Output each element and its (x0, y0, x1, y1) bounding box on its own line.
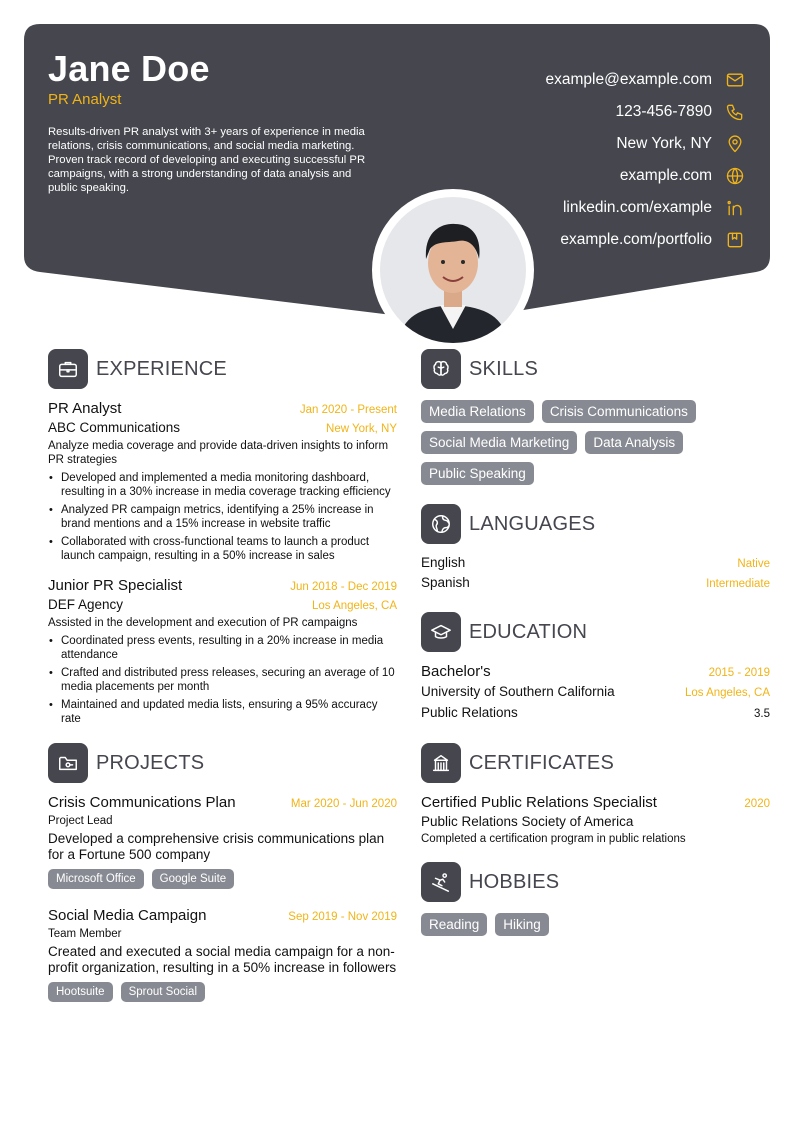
languages-header (421, 503, 770, 545)
project-description: Developed a comprehensive crisis communications plan for a Fortune 500 company (48, 831, 385, 862)
certificates-title: CERTIFICATES (469, 751, 615, 774)
tool-tag: Google Suite (152, 869, 235, 889)
school-name: University of Southern California (421, 684, 615, 699)
achievement-list (48, 471, 397, 563)
achievement-item: • Collaborated with cross-functional teams to launch a product launch campaign, resulting in a 50% increase in sales (48, 535, 397, 563)
company-name: DEF Agency (48, 597, 124, 612)
tool-tag: Microsoft Office (48, 869, 144, 889)
profile-summary: Results-driven PR analyst with 3+ years of experience in media relations, crisis communications, and social media marketing. Proven track record of developing and executing successful PR campaigns, with a strong understanding of data analysis and public speaking. (48, 126, 366, 194)
candidate-name: Jane Doe (48, 48, 210, 89)
brain-icon (421, 349, 461, 389)
certificate-building-icon (421, 743, 461, 783)
globe-icon (421, 504, 461, 544)
job-date: Jan 2020 - Present (299, 404, 397, 416)
skill-tag: Social Media Marketing (421, 431, 577, 454)
skiing-icon (421, 862, 461, 902)
achievement-item: • Developed and implemented a media monitoring dashboard, resulting in a 30% increase in media coverage tracking efficiency (48, 471, 397, 499)
project-date: Mar 2020 - Jun 2020 (290, 798, 397, 810)
contact-portfolio-text[interactable]: example.com/portfolio (560, 231, 712, 248)
languages-title: LANGUAGES (469, 512, 596, 535)
job-description: Analyze media coverage and provide data-driven insights to inform PR strategies (48, 440, 389, 466)
gpa: 3.5 (754, 708, 770, 720)
achievement-item: • Coordinated press events, resulting in a 20% increase in media attendance (48, 634, 397, 662)
skill-tag: Media Relations (421, 400, 534, 423)
certificate-description: Completed a certification program in public relations (421, 833, 686, 845)
projects-header (48, 742, 397, 784)
contact-phone[interactable] (446, 96, 746, 128)
certificate-title: Certified Public Relations Specialist (421, 794, 657, 811)
experience-title: EXPERIENCE (96, 357, 227, 380)
right-column (421, 348, 770, 936)
achievement-item: • Crafted and distributed press releases, securing an average of 10 media placements per month (48, 666, 397, 694)
achievement-item: • Analyzed PR campaign metrics, identifying a 25% increase in brand mentions and a 15% increase in website traffic (48, 503, 397, 531)
profile-photo-frame (372, 189, 534, 351)
language-item (421, 575, 770, 595)
experience-item (48, 400, 397, 563)
skill-tag: Crisis Communications (542, 400, 696, 423)
left-column (48, 348, 397, 1016)
education-header (421, 611, 770, 653)
tool-tag: Sprout Social (121, 982, 205, 1002)
project-title: Crisis Communications Plan (48, 794, 236, 811)
hobbies-title: HOBBIES (469, 870, 560, 893)
education-item (421, 663, 770, 726)
projects-title: PROJECTS (96, 751, 205, 774)
tool-tag: Hootsuite (48, 982, 113, 1002)
language-name: Spanish (421, 575, 470, 590)
location-pin-icon (724, 133, 746, 155)
experience-header (48, 348, 397, 390)
contact-website-text[interactable]: example.com (619, 167, 712, 184)
hobby-tag: Reading (421, 913, 487, 936)
skills-header (421, 348, 770, 390)
job-title: PR Analyst (48, 400, 122, 417)
language-name: English (421, 555, 466, 570)
company-name: ABC Communications (48, 420, 181, 435)
certificate-issuer: Public Relations Society of America (421, 814, 634, 829)
bookmark-icon (724, 229, 746, 251)
job-description: Assisted in the development and execution of PR campaigns (48, 617, 358, 629)
graduation-cap-icon (421, 612, 461, 652)
project-item (48, 794, 397, 889)
linkedin-icon (724, 197, 746, 219)
contact-website[interactable] (446, 160, 746, 192)
phone-icon (724, 101, 746, 123)
certificates-header (421, 742, 770, 784)
contact-location-text: New York, NY (616, 135, 712, 152)
job-title: Junior PR Specialist (48, 577, 183, 594)
hobby-tag: Hiking (495, 913, 549, 936)
education-title: EDUCATION (469, 620, 588, 643)
globe-icon (724, 165, 746, 187)
languages-list (421, 555, 770, 595)
contact-email[interactable] (446, 64, 746, 96)
language-level: Native (737, 558, 770, 570)
experience-item (48, 577, 397, 726)
language-level: Intermediate (706, 578, 770, 590)
project-role: Team Member (48, 928, 122, 940)
skills-title: SKILLS (469, 357, 539, 380)
profile-photo (380, 197, 526, 343)
skill-tag: Public Speaking (421, 462, 534, 485)
contact-phone-text[interactable]: 123-456-7890 (615, 103, 712, 120)
briefcase-icon (48, 349, 88, 389)
field-of-study: Public Relations (421, 705, 518, 720)
language-item (421, 555, 770, 575)
project-description: Created and executed a social media campaign for a non-profit organization, resulting in a 50% increase in followers (48, 944, 397, 975)
school-location: Los Angeles, CA (684, 687, 770, 699)
hobbies-list (421, 913, 770, 936)
achievement-item: • Maintained and updated media lists, ensuring a 95% accuracy rate (48, 698, 397, 726)
project-tools (48, 869, 397, 889)
project-title: Social Media Campaign (48, 907, 207, 924)
project-role: Project Lead (48, 815, 113, 827)
skill-tag: Data Analysis (585, 431, 683, 454)
project-tools (48, 982, 397, 1002)
contact-location (446, 128, 746, 160)
candidate-role: PR Analyst (48, 91, 122, 108)
skills-list (421, 400, 721, 485)
hobbies-header (421, 861, 770, 903)
education-date: 2015 - 2019 (708, 667, 770, 679)
contact-email-text[interactable]: example@example.com (545, 71, 712, 88)
degree: Bachelor's (421, 663, 491, 680)
achievement-list (48, 634, 397, 726)
project-item (48, 907, 397, 1002)
job-location: New York, NY (326, 423, 397, 435)
job-date: Jun 2018 - Dec 2019 (290, 581, 397, 593)
folder-icon (48, 743, 88, 783)
project-date: Sep 2019 - Nov 2019 (288, 911, 397, 923)
certificate-item (421, 794, 770, 845)
certificate-date: 2020 (744, 798, 770, 810)
job-location: Los Angeles, CA (311, 600, 397, 612)
contact-linkedin-text[interactable]: linkedin.com/example (562, 199, 712, 216)
mail-icon (724, 69, 746, 91)
